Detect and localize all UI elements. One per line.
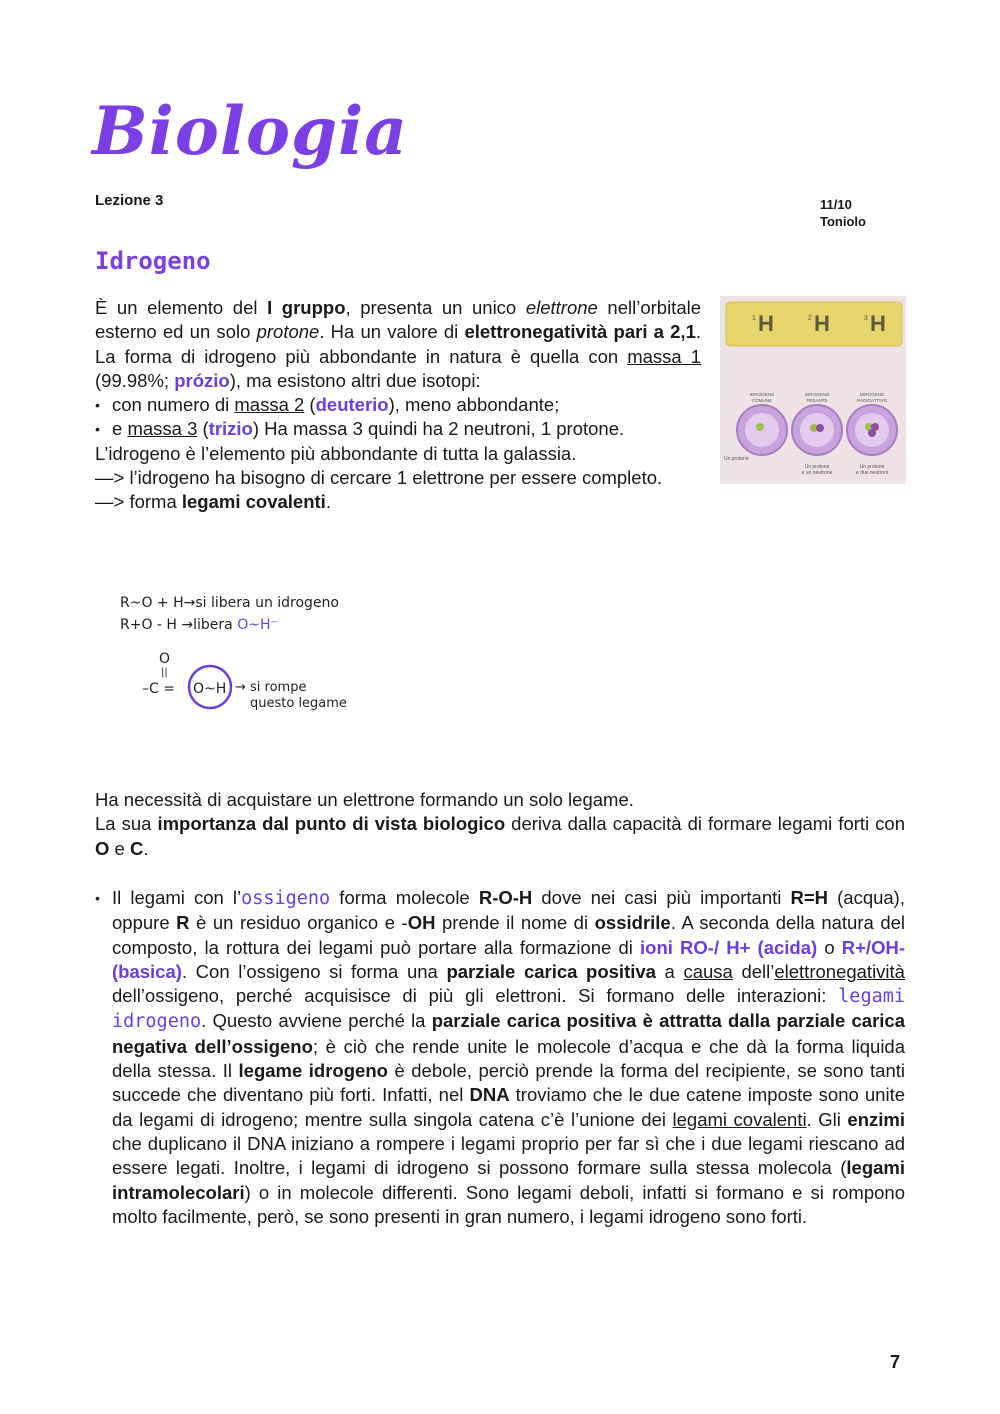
text: che duplicano il DNA iniziano a rompere i legami proprio per far sì che i due legami riescano ad essere legati. Inoltre, i legami di idrogeno si possono formare sulla stessa molecola (: [112, 1132, 905, 1179]
oxygen-label: O: [159, 651, 171, 667]
text-bold: enzimi: [847, 1108, 905, 1130]
text-italic: protone: [256, 321, 320, 343]
text-highlight: deuterio: [315, 394, 389, 416]
text: (: [197, 418, 209, 440]
hydrogen-isotopes-image: [720, 296, 906, 484]
text: con numero di: [112, 394, 235, 416]
text-bold: I gruppo: [267, 297, 346, 318]
text-underline: causa: [683, 960, 733, 982]
bonds-paragraph: [95, 886, 905, 1229]
isotope-3-caption-2: e due neutroni: [856, 470, 888, 476]
text-bold: R: [176, 912, 190, 934]
isotopes-illustration: [720, 296, 906, 484]
text: .: [143, 837, 149, 859]
text-bold: importanza dal punto di vista biologico: [157, 813, 506, 835]
text: è un residuo organico e -: [189, 912, 408, 934]
mass-number-2: 2: [808, 315, 812, 322]
text: dove nei casi più importanti: [532, 887, 791, 908]
h2-symbol: H: [814, 311, 830, 336]
text: . Ha un valore di: [319, 321, 465, 343]
text: ) o in molecole differenti. Sono legami deboli, infatti si formano e si rompono molto facilmente, però, se sono presenti in gran numero, i legami idrogeno sono forti.: [112, 1181, 905, 1227]
text: dell’ossigeno, perché acquisisce di più gli elettroni. Si formano delle interazioni:: [112, 985, 839, 1007]
isotope-2-caption: Un protone: [804, 464, 830, 470]
text-italic: elettrone: [525, 297, 598, 318]
text-bold: legame idrogeno: [238, 1060, 388, 1082]
page-title: Biologia: [92, 92, 408, 170]
isotope-1-caption: Un protone: [724, 456, 749, 462]
text: .: [325, 491, 331, 513]
carbon-chain: –C =: [142, 681, 175, 697]
text: ), ma esistono altri due isotopi:: [229, 369, 481, 391]
isotope-2-sublabel: PESANTE: [806, 398, 828, 403]
hand-arrow-line-1: → si rompe: [235, 680, 307, 695]
text-bold: O: [95, 837, 110, 859]
necessity-line: Ha necessità di acquistare un elettrone formando un solo legame.: [95, 789, 634, 810]
text: (99.98%;: [95, 369, 175, 391]
text: forma molecole: [330, 887, 479, 908]
handwritten-sketch: [115, 585, 375, 725]
text: . La forma di idrogeno più abbondante in natura è quella con: [95, 321, 702, 367]
isotope-3-caption: Un protone: [859, 464, 885, 470]
handwritten-note: [115, 585, 375, 725]
text: ) Ha massa 3 quindi ha 2 neutroni, 1 protone.: [252, 418, 625, 440]
lesson-label: Lezione 3: [95, 192, 164, 209]
hand-arrow-line-2: questo legame: [250, 696, 347, 711]
text-handwritten: ossigeno: [241, 888, 331, 909]
hand-line-2: [120, 617, 278, 633]
mass-number-3: 3: [864, 315, 868, 322]
text-bold: parziale carica positiva: [446, 960, 656, 982]
text-underline: massa 3: [127, 418, 198, 440]
text-bold: legami covalenti: [181, 491, 326, 513]
date-teacher: [820, 196, 866, 230]
text: , presenta un unico: [345, 297, 526, 318]
intro-block: [95, 296, 701, 515]
isotope-2-caption-2: e un neutrone: [801, 470, 833, 476]
isotope-3-sublabel: RADIOATTIVO: [856, 398, 888, 403]
text-bold: parziale carica positiva è attratta dalla parziale carica negativa dell’ossigeno: [112, 1010, 906, 1057]
h1-symbol: H: [758, 311, 774, 336]
arrow-line-2: [95, 490, 701, 514]
text: (acqua), oppure: [112, 887, 905, 934]
text-highlight: prózio: [174, 369, 230, 391]
text: ), meno abbondante;: [388, 394, 560, 416]
importance-line: [95, 812, 905, 861]
text: . Con l’ossigeno si forma una: [181, 960, 447, 982]
isotope-1-sublabel: COMUNE: [752, 398, 772, 403]
text: a: [655, 960, 684, 982]
intro-paragraph: [95, 296, 701, 393]
text: è debole, perciò prende la forma del recipiente, se sono tanti succede che diventano più forti. Infatti, nel: [112, 1060, 905, 1106]
text: La sua: [95, 813, 158, 835]
teacher-label: Toniolo: [820, 214, 866, 229]
text: troviamo che le due catene imposte sono unite da legami di idrogeno; mentre sulla singola catena c’è l’unione dei: [112, 1084, 906, 1130]
text-underline: elettronegatività: [774, 960, 905, 982]
text-highlight: R+/OH- (basica): [112, 936, 905, 982]
text-bold: R=H: [790, 887, 829, 908]
text: Il legami con l’: [112, 887, 242, 908]
text: o: [817, 936, 842, 958]
text-bold: OH: [407, 912, 436, 934]
text-handwritten: legami idrogeno: [112, 986, 905, 1033]
text-underline: massa 2: [234, 394, 305, 416]
text-bold: ossidrile: [594, 912, 671, 934]
text: . Questo avviene perché la: [201, 1010, 432, 1032]
text: . Gli: [806, 1108, 848, 1130]
text: prende il nome di: [435, 912, 595, 934]
text-highlight: ioni RO-/ H+ (acida): [640, 936, 818, 958]
date-label: 11/10: [820, 197, 852, 212]
text: —> forma: [95, 491, 182, 513]
isotope-item-2: [95, 417, 701, 441]
galaxy-line: L’idrogeno è l’elemento più abbondante di tutta la galassia.: [95, 442, 577, 464]
text-underline: massa 1: [627, 345, 701, 367]
text: ; è ciò che rende unite le molecole d’acqua e che dà la forma liquida della stessa. Il: [112, 1035, 906, 1082]
hand-text-purple: O~H⁻: [237, 617, 278, 633]
h3-symbol: H: [870, 311, 886, 336]
text: dell’: [732, 960, 775, 982]
isotope-1-label: IDROGENO: [749, 392, 775, 397]
circled-group: O~H: [193, 681, 227, 697]
paragraph-2: [95, 788, 905, 861]
arrow-line-1: —> l’idrogeno ha bisogno di cercare 1 elettrone per essere completo.: [95, 467, 663, 489]
text: e: [112, 418, 128, 440]
isotope-3-label: IDROGENO: [859, 392, 885, 397]
isotope-2-label: IDROGENO: [804, 392, 830, 397]
text-bold: R-O-H: [478, 887, 533, 908]
hand-line-1: R~O + H→si libera un idrogeno: [120, 595, 339, 611]
page-number: 7: [890, 1352, 901, 1372]
text: . A seconda della natura del composto, la rottura dei legami può portare alla formazione di: [112, 912, 906, 958]
text: nell’orbitale esterno ed un solo: [95, 297, 702, 343]
double-bond: ||: [161, 667, 168, 678]
text: È un elemento del: [95, 297, 268, 318]
text: (: [304, 394, 316, 416]
text: e: [109, 837, 130, 859]
text-bold: DNA: [469, 1084, 510, 1106]
mass-number-1: 1: [752, 315, 756, 322]
isotope-item-1: [95, 393, 701, 417]
text-bold: C: [129, 837, 144, 859]
section-title: Idrogeno: [95, 247, 211, 275]
text-highlight: trizio: [208, 418, 253, 440]
text: deriva dalla capacità di formare legami forti con: [505, 813, 905, 835]
text-bold: elettronegatività pari a 2,1: [464, 321, 696, 343]
text-bold: legami intramolecolari: [112, 1157, 905, 1203]
text-underline: legami covalenti: [672, 1108, 807, 1130]
hand-text: R+O - H →libera: [120, 617, 238, 633]
